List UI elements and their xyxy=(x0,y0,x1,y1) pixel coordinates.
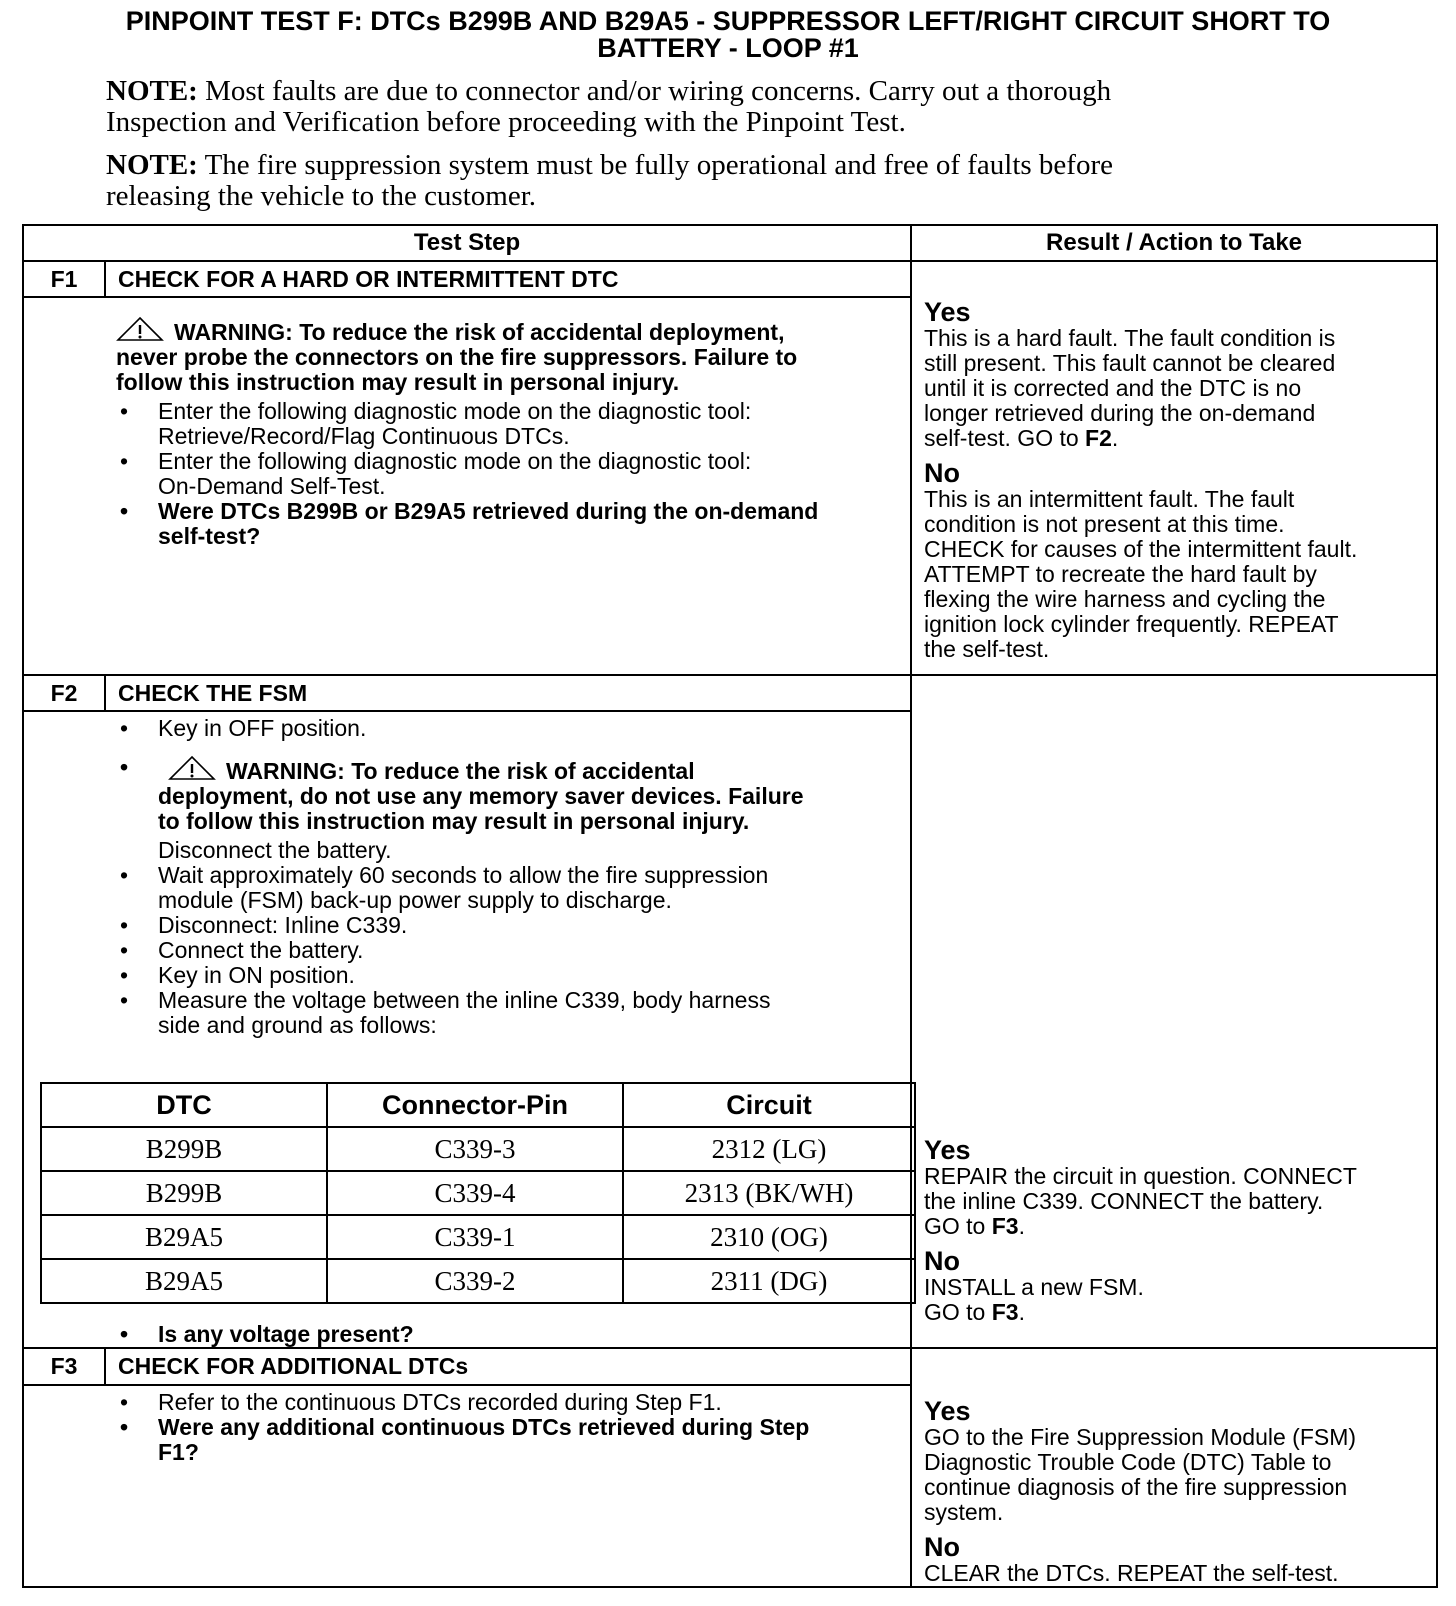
table-row xyxy=(41,1259,915,1303)
header-test-step: Test Step xyxy=(23,225,911,261)
result-line: the self-test. xyxy=(924,636,1050,662)
result-line: continue diagnosis of the fire suppression xyxy=(924,1474,1348,1500)
result-f1 xyxy=(911,261,1437,675)
result-line: CHECK for causes of the intermittent fault. xyxy=(924,536,1358,562)
no-label: No xyxy=(924,1532,960,1562)
warning-text: to follow this instruction may result in personal injury. xyxy=(158,808,750,834)
pin-table-header: DTC xyxy=(41,1083,327,1127)
result-line: until it is corrected and the DTC is no xyxy=(924,375,1302,401)
step-text: • Measure the voltage between the inline C339, body harness xyxy=(158,987,771,1013)
no-label: No xyxy=(924,1246,960,1276)
result-line: INSTALL a new FSM. xyxy=(924,1274,1144,1300)
step-warning xyxy=(24,755,910,834)
note-text: The fire suppression system must be fully operational and free of faults before xyxy=(204,149,1113,181)
title-line-2: BATTERY - LOOP #1 xyxy=(597,33,859,63)
step-text: Retrieve/Record/Flag Continuous DTCs. xyxy=(158,423,570,449)
result-line: longer retrieved during the on-demand xyxy=(924,400,1316,426)
result-line: CLEAR the DTCs. REPEAT the self-test. xyxy=(924,1560,1339,1586)
note-label: NOTE: xyxy=(106,75,198,107)
table-cell: B29A5 xyxy=(41,1259,327,1303)
step-list xyxy=(24,716,910,1038)
no-label: No xyxy=(924,458,960,488)
result-text: GO to xyxy=(924,1299,992,1325)
table-cell: B299B xyxy=(41,1171,327,1215)
result-text: GO to xyxy=(924,1213,992,1239)
result-text: . xyxy=(1018,1213,1025,1239)
warning-triangle-icon xyxy=(116,316,164,342)
step-item xyxy=(24,938,910,963)
warning-text: deployment, do not use any memory saver devices. Failure xyxy=(158,783,804,809)
step-text: Disconnect the battery. xyxy=(158,837,392,863)
pin-table-header: Circuit xyxy=(623,1083,915,1127)
result-line: ATTEMPT to recreate the hard fault by xyxy=(924,561,1317,587)
warning-text: follow this instruction may result in personal injury. xyxy=(116,369,680,395)
step-text: • Enter the following diagnostic mode on the diagnostic tool: xyxy=(158,448,752,474)
step-list xyxy=(24,1390,910,1465)
step-text: • Disconnect: Inline C339. xyxy=(158,912,408,938)
step-item xyxy=(24,449,910,499)
step-text: side and ground as follows: xyxy=(158,1012,437,1038)
result-text: self-test. GO to xyxy=(924,425,1086,451)
warning-text: WARNING: To reduce the risk of accidental deployment, xyxy=(174,319,785,345)
result-line: ignition lock cylinder frequently. REPEAT xyxy=(924,611,1339,637)
warning-block xyxy=(24,316,910,395)
step-item xyxy=(24,988,910,1038)
question-text: • Is any voltage present? xyxy=(158,1321,414,1347)
pin-table-header: Connector-Pin xyxy=(327,1083,623,1127)
step-question xyxy=(24,499,910,549)
step-text: • Enter the following diagnostic mode on the diagnostic tool: xyxy=(158,398,752,424)
warning-text: WARNING: To reduce the risk of accidental xyxy=(226,758,695,784)
pin-table xyxy=(40,1082,916,1304)
step-item xyxy=(24,913,910,938)
result-text: . xyxy=(1111,425,1119,451)
step-item xyxy=(24,963,910,988)
step-item xyxy=(24,716,910,741)
note-label: NOTE: xyxy=(106,149,198,181)
step-name-f2: CHECK THE FSM xyxy=(105,675,911,711)
result-line: still present. This fault cannot be cleared xyxy=(924,350,1336,376)
step-id-f2: F2 xyxy=(23,675,105,711)
goto-link[interactable]: F2 xyxy=(1085,425,1112,451)
table-cell: 2312 (LG) xyxy=(623,1127,915,1171)
result-line: system. xyxy=(924,1499,1004,1525)
result-line: GO to the Fire Suppression Module (FSM) xyxy=(924,1424,1357,1450)
table-row xyxy=(41,1127,915,1171)
table-cell: B29A5 xyxy=(41,1215,327,1259)
step-body-f2 xyxy=(23,711,911,1348)
result-line: This is an intermittent fault. The fault xyxy=(924,486,1295,512)
step-list xyxy=(24,1322,910,1347)
question-text: • Were any additional continuous DTCs retrieved during Step xyxy=(158,1414,810,1441)
table-cell: 2311 (DG) xyxy=(623,1259,915,1303)
note-text: releasing the vehicle to the customer. xyxy=(106,180,537,212)
table-cell: B299B xyxy=(41,1127,327,1171)
result-line: the inline C339. CONNECT the battery. xyxy=(924,1188,1324,1214)
goto-link[interactable]: F3 xyxy=(991,1213,1019,1239)
result-text: . xyxy=(1018,1299,1025,1325)
table-row xyxy=(41,1171,915,1215)
yes-label: Yes xyxy=(924,297,971,327)
result-line: flexing the wire harness and cycling the xyxy=(924,586,1326,612)
step-text: module (FSM) back-up power supply to discharge. xyxy=(158,887,672,913)
title-line-1: PINPOINT TEST F: DTCs B299B AND B29A5 - SUPPRESSOR LEFT/RIGHT CIRCUIT SHORT TO xyxy=(125,6,1331,36)
result-f3 xyxy=(911,1348,1437,1587)
goto-link[interactable]: F3 xyxy=(991,1299,1019,1325)
step-item xyxy=(24,863,910,913)
header-result-action: Result / Action to Take xyxy=(911,225,1437,261)
step-question xyxy=(24,1415,910,1465)
note-2 xyxy=(106,150,1256,212)
table-cell: C339-4 xyxy=(327,1171,623,1215)
yes-label: Yes xyxy=(924,1135,971,1165)
step-item xyxy=(24,1390,910,1415)
document-title xyxy=(60,8,1396,62)
step-text: • Refer to the continuous DTCs recorded during Step F1. xyxy=(158,1389,722,1416)
table-row xyxy=(41,1215,915,1259)
question-text: • Were DTCs B299B or B29A5 retrieved during the on-demand xyxy=(158,498,819,524)
step-text: • Key in OFF position. xyxy=(158,715,367,741)
note-text: Inspection and Verification before proceeding with the Pinpoint Test. xyxy=(106,106,906,138)
table-cell: C339-3 xyxy=(327,1127,623,1171)
step-name-f1: CHECK FOR A HARD OR INTERMITTENT DTC xyxy=(105,261,911,297)
step-name-f3: CHECK FOR ADDITIONAL DTCs xyxy=(105,1348,911,1385)
table-cell: 2313 (BK/WH) xyxy=(623,1171,915,1215)
step-text: • Wait approximately 60 seconds to allow the fire suppression xyxy=(158,862,769,888)
step-text: On-Demand Self-Test. xyxy=(158,473,386,499)
result-line: Diagnostic Trouble Code (DTC) Table to xyxy=(924,1449,1332,1475)
yes-label: Yes xyxy=(924,1396,971,1426)
warning-text: never probe the connectors on the fire suppressors. Failure to xyxy=(116,344,798,370)
note-text: Most faults are due to connector and/or wiring concerns. Carry out a thorough xyxy=(205,75,1112,107)
table-cell: 2310 (OG) xyxy=(623,1215,915,1259)
step-item xyxy=(24,399,910,449)
step-list xyxy=(24,399,910,549)
table-cell: C339-1 xyxy=(327,1215,623,1259)
step-body-f1 xyxy=(23,297,911,675)
step-id-f1: F1 xyxy=(23,261,105,297)
warning-triangle-icon xyxy=(168,755,216,781)
result-line: condition is not present at this time. xyxy=(924,511,1285,537)
step-text: • Key in ON position. xyxy=(158,962,355,988)
step-id-f3: F3 xyxy=(23,1348,105,1385)
step-text: • Connect the battery. xyxy=(158,937,364,963)
result-line: This is a hard fault. The fault condition is xyxy=(924,325,1336,351)
table-cell: C339-2 xyxy=(327,1259,623,1303)
step-item xyxy=(24,838,910,863)
step-body-f3 xyxy=(23,1385,911,1587)
question-text: self-test? xyxy=(158,523,261,549)
note-1 xyxy=(106,76,1256,138)
result-line: REPAIR the circuit in question. CONNECT xyxy=(924,1163,1357,1189)
step-question xyxy=(24,1322,910,1347)
pinpoint-test-table xyxy=(22,224,1438,1588)
question-text: F1? xyxy=(158,1439,199,1466)
result-f2 xyxy=(911,675,1437,1348)
